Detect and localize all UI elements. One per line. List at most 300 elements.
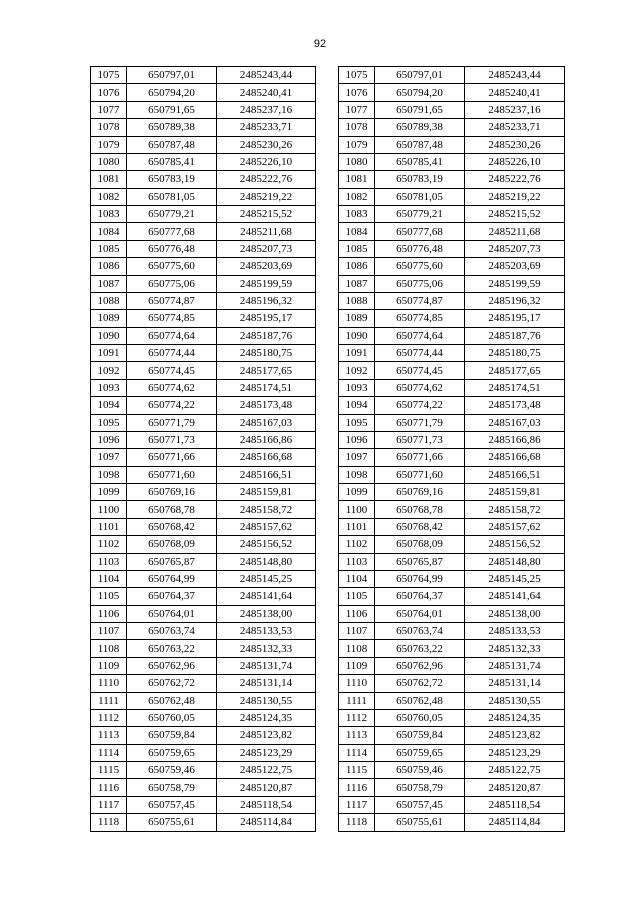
y-coordinate-cell: 2485167,03 <box>217 414 316 431</box>
x-coordinate-cell: 650775,60 <box>375 258 465 275</box>
x-coordinate-cell: 650762,96 <box>127 657 217 674</box>
point-number-cell: 1114 <box>91 744 127 761</box>
y-coordinate-cell: 2485157,62 <box>465 518 565 535</box>
table-row <box>339 327 565 344</box>
table-row <box>91 310 316 327</box>
point-number-cell: 1110 <box>339 675 375 692</box>
point-number-cell: 1098 <box>91 466 127 483</box>
table-row <box>91 101 316 118</box>
point-number-cell: 1108 <box>91 640 127 657</box>
y-coordinate-cell: 2485132,33 <box>465 640 565 657</box>
x-coordinate-cell: 650768,78 <box>127 501 217 518</box>
point-number-cell: 1077 <box>339 101 375 118</box>
y-coordinate-cell: 2485120,87 <box>217 779 316 796</box>
y-coordinate-cell: 2485123,82 <box>465 727 565 744</box>
y-coordinate-cell: 2485177,65 <box>465 362 565 379</box>
table-row <box>339 762 565 779</box>
point-number-cell: 1105 <box>339 588 375 605</box>
table-row <box>339 275 565 292</box>
table-row <box>339 379 565 396</box>
x-coordinate-cell: 650771,73 <box>375 431 465 448</box>
x-coordinate-cell: 650759,46 <box>375 762 465 779</box>
y-coordinate-cell: 2485156,52 <box>217 536 316 553</box>
table-row <box>339 67 565 84</box>
y-coordinate-cell: 2485240,41 <box>217 84 316 101</box>
x-coordinate-cell: 650762,48 <box>127 692 217 709</box>
y-coordinate-cell: 2485219,22 <box>217 188 316 205</box>
point-number-cell: 1083 <box>339 206 375 223</box>
table-row <box>91 223 316 240</box>
point-number-cell: 1106 <box>91 605 127 622</box>
table-row <box>339 779 565 796</box>
table-row <box>339 518 565 535</box>
y-coordinate-cell: 2485230,26 <box>217 136 316 153</box>
table-row <box>339 640 565 657</box>
point-number-cell: 1100 <box>91 501 127 518</box>
x-coordinate-cell: 650771,73 <box>127 431 217 448</box>
x-coordinate-cell: 650769,16 <box>127 484 217 501</box>
point-number-cell: 1107 <box>339 623 375 640</box>
y-coordinate-cell: 2485237,16 <box>465 101 565 118</box>
y-coordinate-cell: 2485145,25 <box>465 570 565 587</box>
x-coordinate-cell: 650776,48 <box>375 240 465 257</box>
y-coordinate-cell: 2485166,86 <box>465 431 565 448</box>
point-number-cell: 1094 <box>91 397 127 414</box>
table-row <box>91 570 316 587</box>
x-coordinate-cell: 650789,38 <box>375 119 465 136</box>
y-coordinate-cell: 2485118,54 <box>217 796 316 813</box>
table-row <box>339 188 565 205</box>
table-row <box>339 709 565 726</box>
table-row <box>91 449 316 466</box>
y-coordinate-cell: 2485124,35 <box>217 709 316 726</box>
point-number-cell: 1083 <box>91 206 127 223</box>
table-row <box>91 84 316 101</box>
point-number-cell: 1079 <box>91 136 127 153</box>
x-coordinate-cell: 650781,05 <box>375 188 465 205</box>
point-number-cell: 1103 <box>339 553 375 570</box>
table-row <box>339 605 565 622</box>
x-coordinate-cell: 650765,87 <box>375 553 465 570</box>
x-coordinate-cell: 650774,44 <box>375 345 465 362</box>
x-coordinate-cell: 650763,22 <box>375 640 465 657</box>
point-number-cell: 1101 <box>339 518 375 535</box>
y-coordinate-cell: 2485219,22 <box>465 188 565 205</box>
table-row <box>91 206 316 223</box>
point-number-cell: 1115 <box>91 762 127 779</box>
x-coordinate-cell: 650755,61 <box>127 814 217 831</box>
table-row <box>339 397 565 414</box>
point-number-cell: 1110 <box>91 675 127 692</box>
table-row <box>91 675 316 692</box>
y-coordinate-cell: 2485120,87 <box>465 779 565 796</box>
y-coordinate-cell: 2485156,52 <box>465 536 565 553</box>
x-coordinate-cell: 650783,19 <box>375 171 465 188</box>
y-coordinate-cell: 2485157,62 <box>217 518 316 535</box>
y-coordinate-cell: 2485123,82 <box>217 727 316 744</box>
point-number-cell: 1077 <box>91 101 127 118</box>
x-coordinate-cell: 650759,84 <box>127 727 217 744</box>
x-coordinate-cell: 650789,38 <box>127 119 217 136</box>
x-coordinate-cell: 650785,41 <box>375 153 465 170</box>
x-coordinate-cell: 650774,87 <box>375 292 465 309</box>
point-number-cell: 1081 <box>91 171 127 188</box>
point-number-cell: 1106 <box>339 605 375 622</box>
table-row <box>339 675 565 692</box>
point-number-cell: 1117 <box>339 796 375 813</box>
table-row <box>91 171 316 188</box>
table-row <box>339 171 565 188</box>
point-number-cell: 1092 <box>91 362 127 379</box>
point-number-cell: 1082 <box>339 188 375 205</box>
x-coordinate-cell: 650777,68 <box>127 223 217 240</box>
x-coordinate-cell: 650759,84 <box>375 727 465 744</box>
y-coordinate-cell: 2485187,76 <box>465 327 565 344</box>
x-coordinate-cell: 650785,41 <box>127 153 217 170</box>
table-row <box>91 640 316 657</box>
point-number-cell: 1078 <box>91 119 127 136</box>
y-coordinate-cell: 2485199,59 <box>217 275 316 292</box>
x-coordinate-cell: 650765,87 <box>127 553 217 570</box>
table-row <box>339 553 565 570</box>
table-row <box>339 362 565 379</box>
x-coordinate-cell: 650774,45 <box>375 362 465 379</box>
y-coordinate-cell: 2485166,51 <box>465 466 565 483</box>
point-number-cell: 1115 <box>339 762 375 779</box>
point-number-cell: 1112 <box>91 709 127 726</box>
table-row <box>91 796 316 813</box>
x-coordinate-cell: 650764,99 <box>375 570 465 587</box>
point-number-cell: 1109 <box>339 657 375 674</box>
x-coordinate-cell: 650763,74 <box>127 623 217 640</box>
table-row <box>91 779 316 796</box>
point-number-cell: 1099 <box>339 484 375 501</box>
y-coordinate-cell: 2485133,53 <box>465 623 565 640</box>
x-coordinate-cell: 650763,22 <box>127 640 217 657</box>
x-coordinate-cell: 650791,65 <box>375 101 465 118</box>
point-number-cell: 1093 <box>339 379 375 396</box>
y-coordinate-cell: 2485196,32 <box>465 292 565 309</box>
y-coordinate-cell: 2485196,32 <box>217 292 316 309</box>
point-number-cell: 1091 <box>91 345 127 362</box>
y-coordinate-cell: 2485158,72 <box>465 501 565 518</box>
point-number-cell: 1102 <box>91 536 127 553</box>
x-coordinate-cell: 650779,21 <box>375 206 465 223</box>
table-row <box>91 188 316 205</box>
y-coordinate-cell: 2485173,48 <box>217 397 316 414</box>
point-number-cell: 1084 <box>91 223 127 240</box>
point-number-cell: 1096 <box>339 431 375 448</box>
x-coordinate-cell: 650758,79 <box>375 779 465 796</box>
page-number: 92 <box>313 38 327 50</box>
table-row <box>91 501 316 518</box>
x-coordinate-cell: 650771,60 <box>127 466 217 483</box>
table-row <box>91 67 316 84</box>
y-coordinate-cell: 2485138,00 <box>217 605 316 622</box>
x-coordinate-cell: 650759,46 <box>127 762 217 779</box>
point-number-cell: 1088 <box>91 292 127 309</box>
x-coordinate-cell: 650797,01 <box>127 67 217 84</box>
table-row <box>339 466 565 483</box>
point-number-cell: 1100 <box>339 501 375 518</box>
y-coordinate-cell: 2485187,76 <box>217 327 316 344</box>
point-number-cell: 1087 <box>91 275 127 292</box>
point-number-cell: 1095 <box>91 414 127 431</box>
point-number-cell: 1117 <box>91 796 127 813</box>
point-number-cell: 1113 <box>91 727 127 744</box>
x-coordinate-cell: 650764,37 <box>127 588 217 605</box>
x-coordinate-cell: 650762,72 <box>375 675 465 692</box>
table-row <box>91 553 316 570</box>
point-number-cell: 1089 <box>91 310 127 327</box>
point-number-cell: 1080 <box>339 153 375 170</box>
point-number-cell: 1089 <box>339 310 375 327</box>
x-coordinate-cell: 650771,66 <box>127 449 217 466</box>
point-number-cell: 1096 <box>91 431 127 448</box>
x-coordinate-cell: 650774,85 <box>127 310 217 327</box>
point-number-cell: 1114 <box>339 744 375 761</box>
x-coordinate-cell: 650758,79 <box>127 779 217 796</box>
y-coordinate-cell: 2485131,14 <box>217 675 316 692</box>
table-row <box>339 692 565 709</box>
x-coordinate-cell: 650774,87 <box>127 292 217 309</box>
y-coordinate-cell: 2485240,41 <box>465 84 565 101</box>
point-number-cell: 1103 <box>91 553 127 570</box>
point-number-cell: 1118 <box>339 814 375 831</box>
point-number-cell: 1093 <box>91 379 127 396</box>
point-number-cell: 1076 <box>339 84 375 101</box>
point-number-cell: 1076 <box>91 84 127 101</box>
table-row <box>339 796 565 813</box>
x-coordinate-cell: 650794,20 <box>127 84 217 101</box>
table-row <box>91 136 316 153</box>
x-coordinate-cell: 650794,20 <box>375 84 465 101</box>
x-coordinate-cell: 650755,61 <box>375 814 465 831</box>
y-coordinate-cell: 2485180,75 <box>465 345 565 362</box>
table-row <box>91 466 316 483</box>
x-coordinate-cell: 650776,48 <box>127 240 217 257</box>
x-coordinate-cell: 650781,05 <box>127 188 217 205</box>
table-row <box>339 153 565 170</box>
table-row <box>339 258 565 275</box>
x-coordinate-cell: 650762,72 <box>127 675 217 692</box>
x-coordinate-cell: 650775,06 <box>127 275 217 292</box>
x-coordinate-cell: 650791,65 <box>127 101 217 118</box>
point-number-cell: 1105 <box>91 588 127 605</box>
y-coordinate-cell: 2485167,03 <box>465 414 565 431</box>
y-coordinate-cell: 2485207,73 <box>217 240 316 257</box>
y-coordinate-cell: 2485211,68 <box>217 223 316 240</box>
x-coordinate-cell: 650764,37 <box>375 588 465 605</box>
x-coordinate-cell: 650771,79 <box>375 414 465 431</box>
x-coordinate-cell: 650777,68 <box>375 223 465 240</box>
table-row <box>91 518 316 535</box>
table-row <box>339 570 565 587</box>
point-number-cell: 1078 <box>339 119 375 136</box>
y-coordinate-cell: 2485177,65 <box>217 362 316 379</box>
point-number-cell: 1104 <box>91 570 127 587</box>
y-coordinate-cell: 2485215,52 <box>217 206 316 223</box>
y-coordinate-cell: 2485158,72 <box>217 501 316 518</box>
point-number-cell: 1101 <box>91 518 127 535</box>
table-row <box>339 240 565 257</box>
y-coordinate-cell: 2485243,44 <box>465 67 565 84</box>
table-row <box>91 119 316 136</box>
table-row <box>91 692 316 709</box>
point-number-cell: 1082 <box>91 188 127 205</box>
y-coordinate-cell: 2485114,84 <box>465 814 565 831</box>
x-coordinate-cell: 650768,09 <box>127 536 217 553</box>
x-coordinate-cell: 650774,45 <box>127 362 217 379</box>
y-coordinate-cell: 2485130,55 <box>465 692 565 709</box>
table-row <box>339 84 565 101</box>
y-coordinate-cell: 2485123,29 <box>217 744 316 761</box>
table-row <box>91 484 316 501</box>
y-coordinate-cell: 2485141,64 <box>217 588 316 605</box>
y-coordinate-cell: 2485243,44 <box>217 67 316 84</box>
y-coordinate-cell: 2485118,54 <box>465 796 565 813</box>
table-row <box>91 605 316 622</box>
y-coordinate-cell: 2485180,75 <box>217 345 316 362</box>
point-number-cell: 1081 <box>339 171 375 188</box>
point-number-cell: 1095 <box>339 414 375 431</box>
x-coordinate-cell: 650774,62 <box>375 379 465 396</box>
x-coordinate-cell: 650774,44 <box>127 345 217 362</box>
table-row <box>91 431 316 448</box>
y-coordinate-cell: 2485114,84 <box>217 814 316 831</box>
table-row <box>91 240 316 257</box>
point-number-cell: 1108 <box>339 640 375 657</box>
point-number-cell: 1118 <box>91 814 127 831</box>
table-row <box>91 153 316 170</box>
y-coordinate-cell: 2485226,10 <box>217 153 316 170</box>
table-row <box>339 449 565 466</box>
point-number-cell: 1116 <box>339 779 375 796</box>
x-coordinate-cell: 650762,48 <box>375 692 465 709</box>
point-number-cell: 1116 <box>91 779 127 796</box>
table-row <box>91 536 316 553</box>
table-row <box>339 588 565 605</box>
point-number-cell: 1075 <box>91 67 127 84</box>
y-coordinate-cell: 2485130,55 <box>217 692 316 709</box>
table-row <box>91 588 316 605</box>
y-coordinate-cell: 2485173,48 <box>465 397 565 414</box>
y-coordinate-cell: 2485226,10 <box>465 153 565 170</box>
table-row <box>91 292 316 309</box>
table-row <box>91 362 316 379</box>
y-coordinate-cell: 2485148,80 <box>465 553 565 570</box>
point-number-cell: 1099 <box>91 484 127 501</box>
table-row <box>91 744 316 761</box>
x-coordinate-cell: 650779,21 <box>127 206 217 223</box>
table-row <box>339 414 565 431</box>
point-number-cell: 1086 <box>339 258 375 275</box>
table-row <box>339 744 565 761</box>
x-coordinate-cell: 650774,22 <box>127 397 217 414</box>
y-coordinate-cell: 2485123,29 <box>465 744 565 761</box>
x-coordinate-cell: 650769,16 <box>375 484 465 501</box>
table-row <box>91 814 316 831</box>
table-row <box>339 484 565 501</box>
y-coordinate-cell: 2485159,81 <box>465 484 565 501</box>
y-coordinate-cell: 2485166,51 <box>217 466 316 483</box>
point-number-cell: 1091 <box>339 345 375 362</box>
y-coordinate-cell: 2485138,00 <box>465 605 565 622</box>
table-row <box>91 275 316 292</box>
y-coordinate-cell: 2485141,64 <box>465 588 565 605</box>
y-coordinate-cell: 2485199,59 <box>465 275 565 292</box>
coordinates-table-left <box>90 66 316 832</box>
y-coordinate-cell: 2485211,68 <box>465 223 565 240</box>
y-coordinate-cell: 2485133,53 <box>217 623 316 640</box>
table-row <box>339 814 565 831</box>
x-coordinate-cell: 650787,48 <box>375 136 465 153</box>
y-coordinate-cell: 2485237,16 <box>217 101 316 118</box>
point-number-cell: 1098 <box>339 466 375 483</box>
x-coordinate-cell: 650774,64 <box>375 327 465 344</box>
x-coordinate-cell: 650775,06 <box>375 275 465 292</box>
y-coordinate-cell: 2485122,75 <box>465 762 565 779</box>
y-coordinate-cell: 2485222,76 <box>217 171 316 188</box>
table-row <box>91 379 316 396</box>
y-coordinate-cell: 2485174,51 <box>217 379 316 396</box>
point-number-cell: 1112 <box>339 709 375 726</box>
table-row <box>91 345 316 362</box>
x-coordinate-cell: 650774,85 <box>375 310 465 327</box>
x-coordinate-cell: 650764,01 <box>375 605 465 622</box>
table-row <box>339 345 565 362</box>
point-number-cell: 1085 <box>91 240 127 257</box>
y-coordinate-cell: 2485131,14 <box>465 675 565 692</box>
y-coordinate-cell: 2485159,81 <box>217 484 316 501</box>
x-coordinate-cell: 650763,74 <box>375 623 465 640</box>
table-row <box>339 501 565 518</box>
y-coordinate-cell: 2485207,73 <box>465 240 565 257</box>
y-coordinate-cell: 2485131,74 <box>217 657 316 674</box>
point-number-cell: 1079 <box>339 136 375 153</box>
point-number-cell: 1107 <box>91 623 127 640</box>
table-row <box>339 657 565 674</box>
point-number-cell: 1097 <box>339 449 375 466</box>
x-coordinate-cell: 650757,45 <box>375 796 465 813</box>
point-number-cell: 1084 <box>339 223 375 240</box>
y-coordinate-cell: 2485195,17 <box>217 310 316 327</box>
y-coordinate-cell: 2485132,33 <box>217 640 316 657</box>
table-row <box>339 536 565 553</box>
x-coordinate-cell: 650768,09 <box>375 536 465 553</box>
point-number-cell: 1088 <box>339 292 375 309</box>
y-coordinate-cell: 2485122,75 <box>217 762 316 779</box>
point-number-cell: 1111 <box>91 692 127 709</box>
y-coordinate-cell: 2485203,69 <box>465 258 565 275</box>
y-coordinate-cell: 2485174,51 <box>465 379 565 396</box>
y-coordinate-cell: 2485166,86 <box>217 431 316 448</box>
y-coordinate-cell: 2485166,68 <box>217 449 316 466</box>
table-row <box>339 431 565 448</box>
y-coordinate-cell: 2485203,69 <box>217 258 316 275</box>
table-row <box>91 762 316 779</box>
point-number-cell: 1080 <box>91 153 127 170</box>
table-row <box>339 119 565 136</box>
point-number-cell: 1109 <box>91 657 127 674</box>
x-coordinate-cell: 650760,05 <box>375 709 465 726</box>
x-coordinate-cell: 650774,64 <box>127 327 217 344</box>
table-row <box>339 292 565 309</box>
table-row <box>339 206 565 223</box>
y-coordinate-cell: 2485215,52 <box>465 206 565 223</box>
x-coordinate-cell: 650760,05 <box>127 709 217 726</box>
x-coordinate-cell: 650797,01 <box>375 67 465 84</box>
